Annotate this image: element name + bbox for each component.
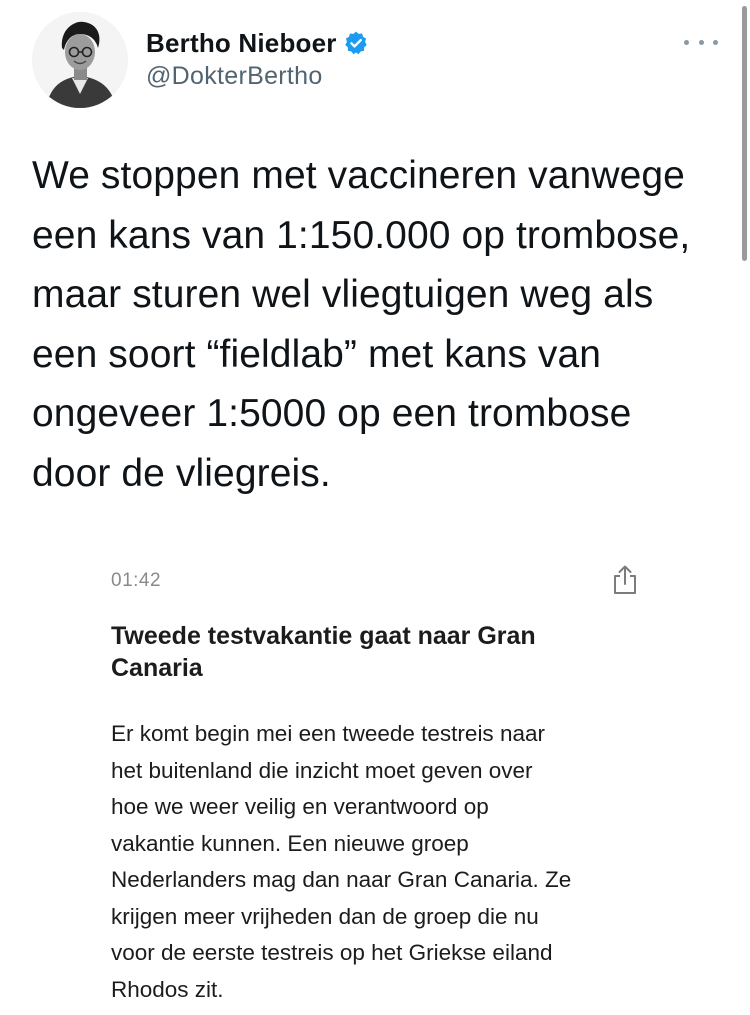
author-info[interactable] [146, 26, 369, 91]
news-article-body: Er komt begin mei een tweede testreis naar het buitenland die inzicht moet geven over hoe we weer veilig en verantwoord op vakantie kunnen. Een nieuwe groep Nederlanders mag dan naar Gran Canaria. Ze krijgen meer vrijheden dan de groep die nu voor de eerste testreis op het Griekse eiland Rhodos zit. [111, 721, 572, 1002]
more-options-button[interactable] [684, 32, 718, 52]
news-article-title: Tweede testvakantie gaat naar Gran Canaria [111, 622, 536, 682]
tweet-text: We stoppen met vaccineren vanwege een kans van 1:150.000 op trombose, maar sturen wel vliegtuigen weg als een soort “fieldlab” met kans van ongeveer 1:5000 op een trombose door de vliegreis. [32, 154, 691, 495]
scrollbar[interactable] [742, 6, 747, 261]
avatar-photo-icon [32, 12, 128, 108]
author-handle[interactable]: @DokterBertho [146, 62, 323, 90]
news-card-top [111, 560, 651, 600]
verified-badge-icon [343, 30, 369, 56]
news-timestamp: 01:42 [111, 570, 162, 591]
author-name-row [146, 26, 369, 60]
ellipsis-icon [699, 40, 704, 45]
news-screenshot-image[interactable] [111, 560, 651, 1002]
tweet-header [32, 12, 722, 112]
avatar[interactable] [32, 12, 128, 108]
ellipsis-icon [713, 40, 718, 45]
share-icon [611, 564, 639, 596]
author-display-name[interactable]: Bertho Nieboer [146, 27, 337, 58]
ellipsis-icon [684, 40, 689, 45]
